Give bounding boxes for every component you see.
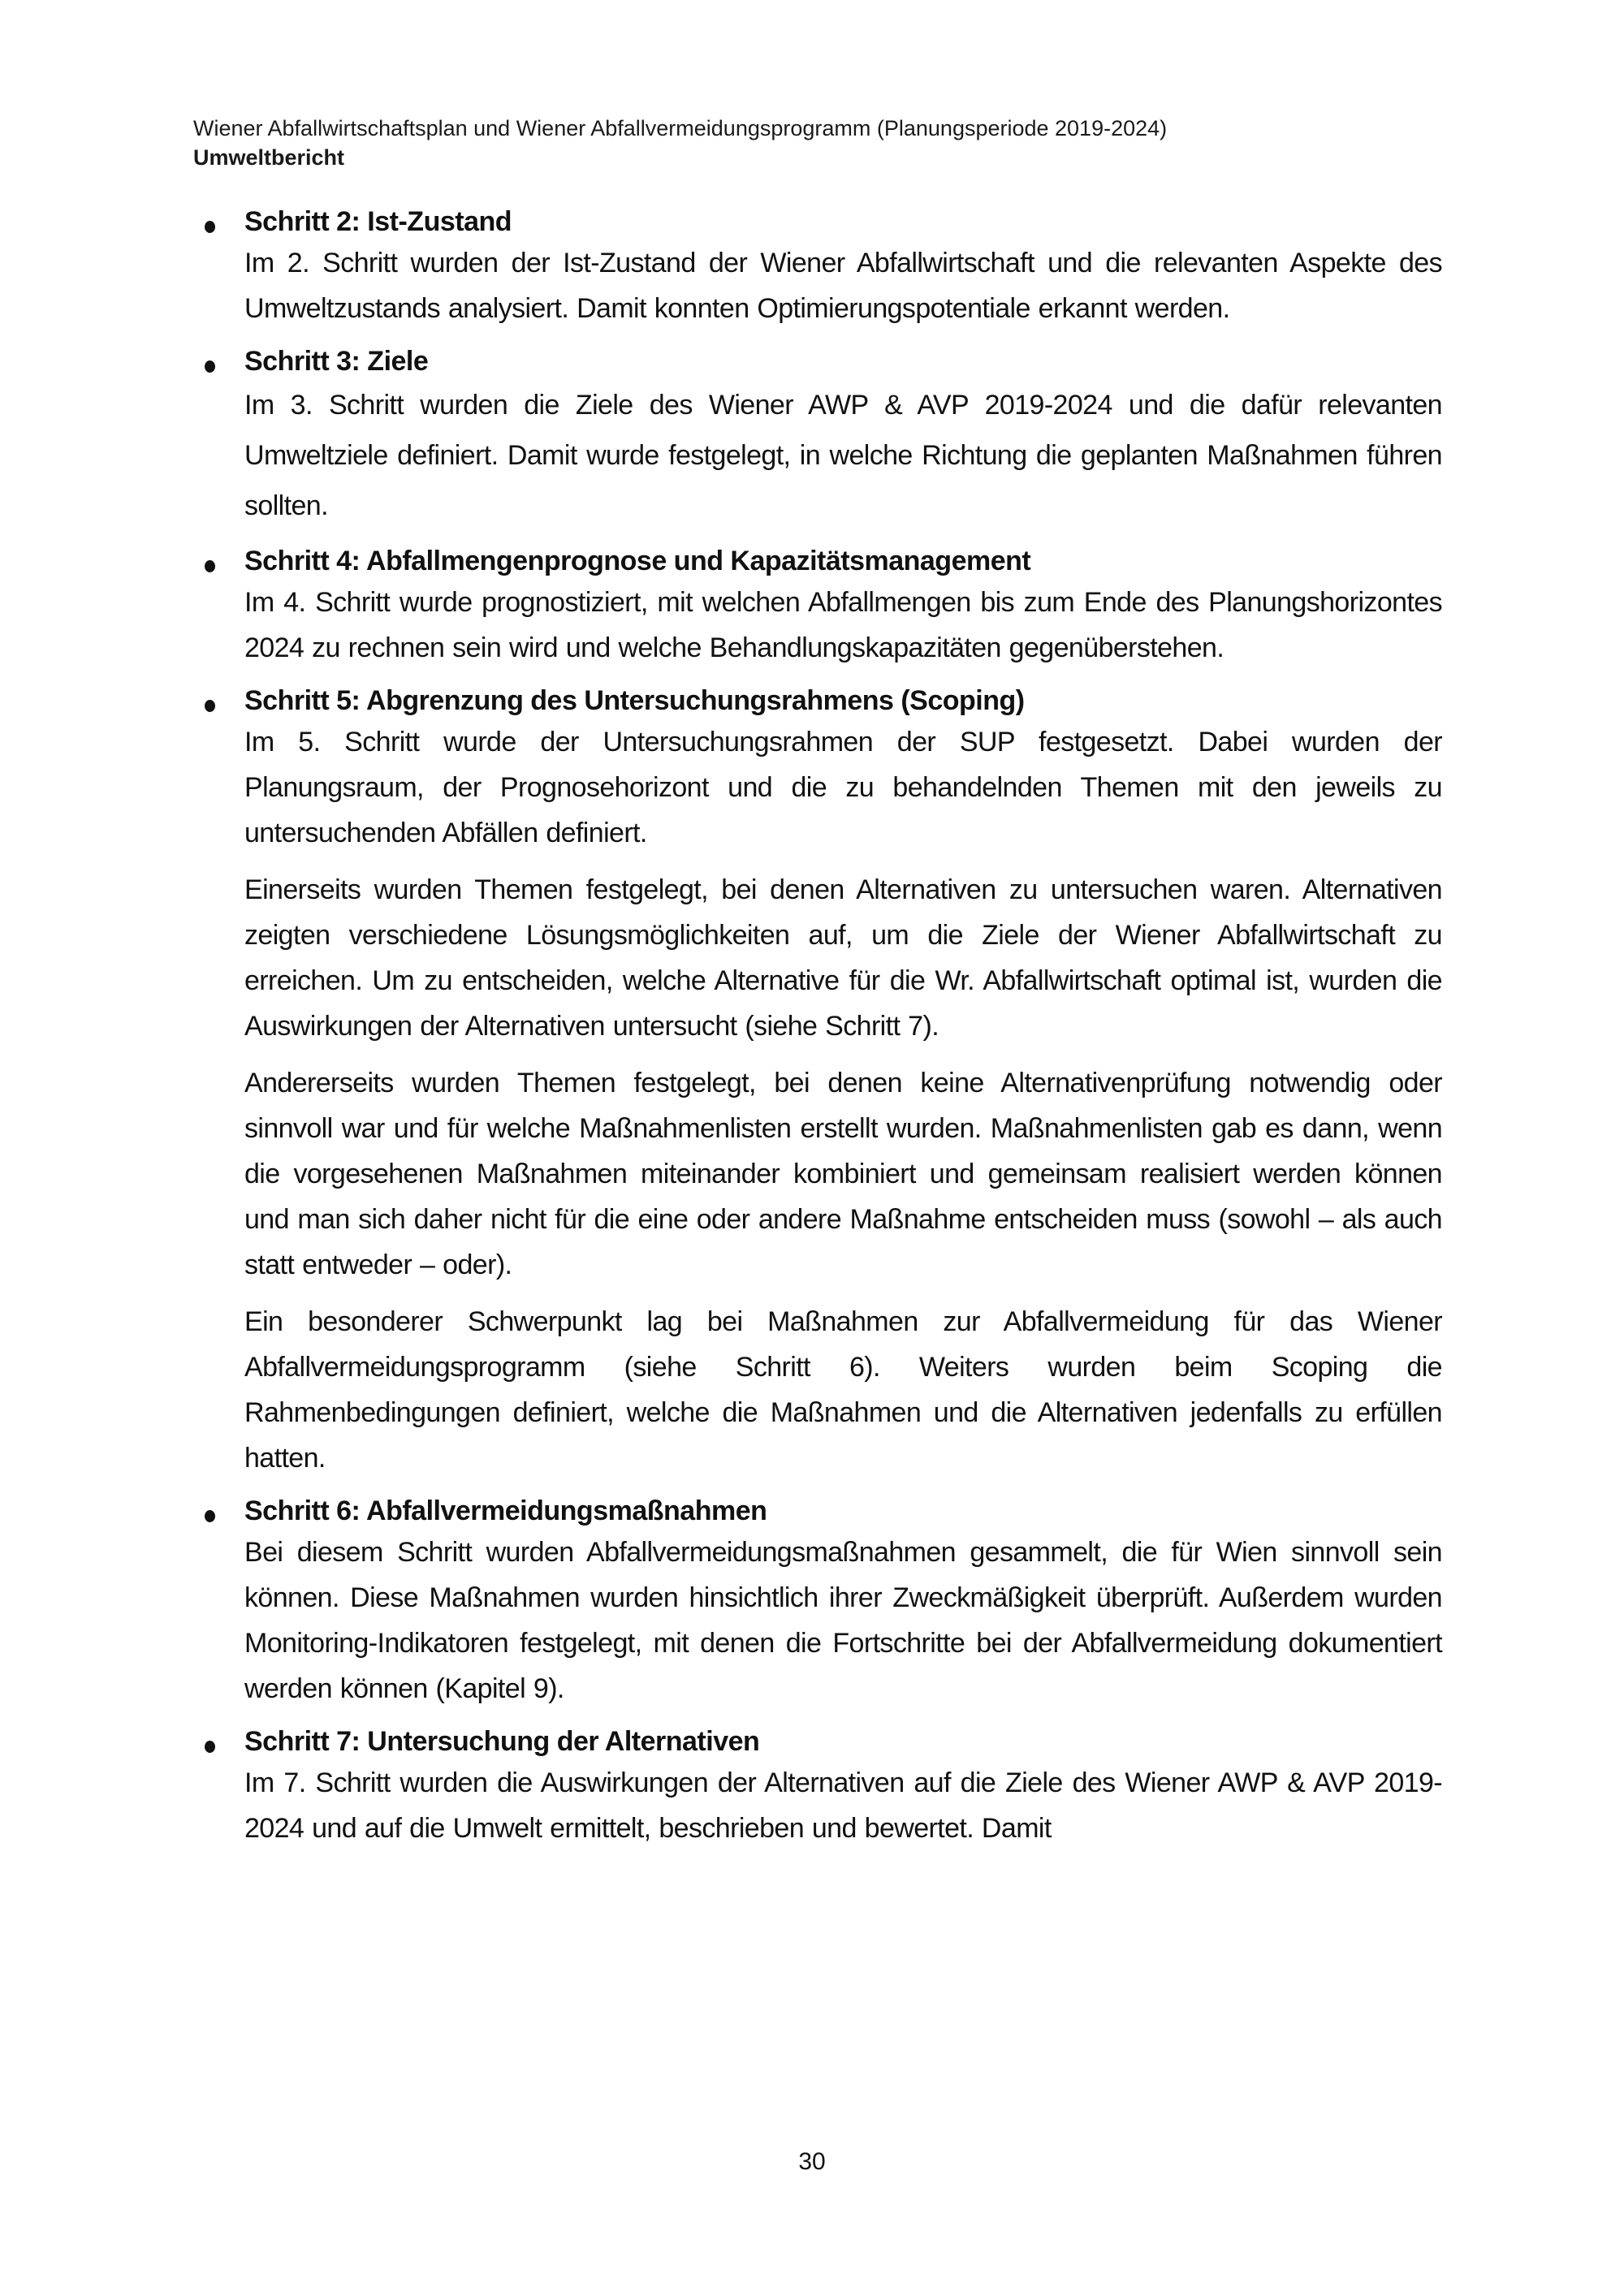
step-paragraph: Andererseits wurden Themen festgelegt, bei denen keine Alternativenprüfung notwendig oder sinnvoll war und für welche Maßnahmenlisten erstellt wurden. Maßnahmenlisten gab es dann, wenn die vorgesehenen Maßnahmen miteinander kombiniert und gemeinsam realisiert werden können und man sich daher nicht für die eine oder andere Maßnahme entscheiden muss (sowohl – als auch statt entweder – oder).: [244, 1068, 1442, 1280]
step-list: [193, 203, 1442, 1862]
bullet-icon: [205, 1741, 215, 1753]
step-paragraph: Im 4. Schritt wurde prognostiziert, mit welchen Abfallmengen bis zum Ende des Planungshorizontes 2024 zu rechnen sein wird und welche Behandlungskapazitäten gegenüberstehen.: [244, 587, 1442, 663]
step-paragraph: Im 3. Schritt wurden die Ziele des Wiener AWP & AVP 2019-2024 und die dafür relevanten Umweltziele definiert. Damit wurde festgelegt, in welche Richtung die geplanten Maßnahmen führen sollten.: [244, 390, 1442, 521]
step-paragraph: Bei diesem Schritt wurden Abfallvermeidungsmaßnahmen gesammelt, die für Wien sinnvoll sein können. Diese Maßnahmen wurden hinsichtlich ihrer Zweckmäßigkeit überprüft. Außerdem wurden Monitoring-Indikatoren festgelegt, mit denen die Fortschritte bei der Abfallvermeidung dokumentiert werden können (Kapitel 9).: [244, 1537, 1442, 1704]
document-title: Wiener Abfallwirtschaftsplan und Wiener Abfallvermeidungsprogramm (Planungsperiode 2019-2024): [193, 116, 1168, 140]
step-paragraph: Im 5. Schritt wurde der Untersuchungsrahmen der SUP festgesetzt. Dabei wurden der Planungsraum, der Prognosehorizont und die zu behandelnden Themen mit den jeweils zu untersuchenden Abfällen definiert.: [244, 727, 1442, 848]
step-paragraph: Ein besonderer Schwerpunkt lag bei Maßnahmen zur Abfallvermeidung für das Wiener Abfallvermeidungsprogramm (siehe Schritt 6). Weiters wurden beim Scoping die Rahmenbedingungen definiert, welche die Maßnahmen und die Alternativen jedenfalls zu erfüllen hatten.: [244, 1306, 1442, 1474]
bullet-icon: [205, 560, 215, 572]
step-item: [193, 343, 1442, 531]
document-subtitle: Umweltbericht: [193, 145, 345, 170]
page-number: 30: [798, 2148, 826, 2175]
step-item: [193, 682, 1442, 1481]
step-title: Schritt 7: Untersuchung der Alternativen: [244, 1726, 760, 1757]
step-title: Schritt 5: Abgrenzung des Untersuchungsrahmens (Scoping): [244, 685, 1025, 716]
step-title: Schritt 6: Abfallvermeidungsmaßnahmen: [244, 1495, 767, 1526]
step-item: [193, 1723, 1442, 1851]
step-title: Schritt 2: Ist-Zustand: [244, 206, 512, 237]
step-title: Schritt 3: Ziele: [244, 346, 429, 377]
step-paragraph: Einerseits wurden Themen festgelegt, bei denen Alternativen zu untersuchen waren. Alternativen zeigten verschiedene Lösungsmöglichkeiten auf, um die Ziele der Wiener Abfallwirtschaft zu erreichen. Um zu entscheiden, welche Alternative für die Wr. Abfallwirtschaft optimal ist, wurden die Auswirkungen der Alternativen untersucht (siehe Schritt 7).: [244, 874, 1442, 1042]
bullet-icon: [205, 700, 215, 712]
step-title: Schritt 4: Abfallmengenprognose und Kapazitätsmanagement: [244, 546, 1031, 576]
step-item: [193, 1492, 1442, 1711]
step-item: [193, 203, 1442, 331]
step-paragraph: Im 2. Schritt wurden der Ist-Zustand der Wiener Abfallwirtschaft und die relevanten Aspekte des Umweltzustands analysiert. Damit konnten Optimierungspotentiale erkannt werden.: [244, 248, 1442, 324]
step-item: [193, 542, 1442, 671]
bullet-icon: [205, 360, 215, 373]
running-header: [193, 114, 1444, 172]
bullet-icon: [205, 1510, 215, 1522]
step-paragraph: Im 7. Schritt wurden die Auswirkungen der Alternativen auf die Ziele des Wiener AWP & AVP 2019-2024 und auf die Umwelt ermittelt, beschrieben und bewertet. Damit: [244, 1767, 1442, 1844]
bullet-icon: [205, 221, 215, 233]
